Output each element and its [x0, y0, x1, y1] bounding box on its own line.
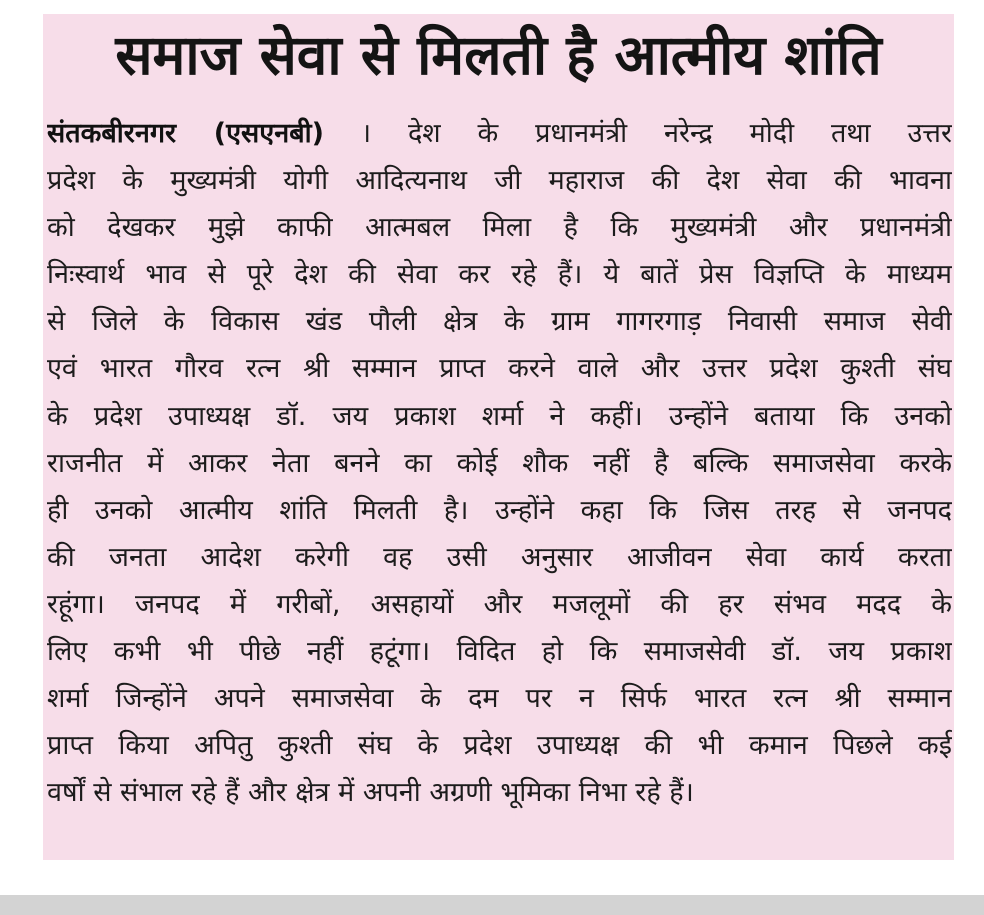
article-line: के प्रदेश उपाध्यक्ष डॉ. जय प्रकाश शर्मा ने कहीं। उन्होंने बताया कि उनको [47, 400, 952, 432]
article-line: से जिले के विकास खंड पौली क्षेत्र के ग्राम गागरगाड़ निवासी समाज सेवी [47, 306, 952, 338]
article-line [47, 110, 952, 157]
article-line: को देखकर मुझे काफी आत्मबल मिला है कि मुख्यमंत्री और प्रधानमंत्री [47, 212, 952, 244]
article-line: शर्मा जिन्होंने अपने समाजसेवा के दम पर न सिर्फ भारत रत्न श्री सम्मान [47, 683, 952, 715]
article-line: वर्षों से संभाल रहे हैं और क्षेत्र में अपनी अग्रणी भूमिका निभा रहे हैं। [47, 777, 694, 809]
article-line: प्रदेश के मुख्यमंत्री योगी आदित्यनाथ जी महाराज की देश सेवा की भावना [47, 165, 952, 197]
article-line: निःस्वार्थ भाव से पूरे देश की सेवा कर रहे हैं। ये बातें प्रेस विज्ञप्ति के माध्यम [47, 259, 952, 291]
article-line: ही उनको आत्मीय शांति मिलती है। उन्होंने कहा कि जिस तरह से जनपद [47, 494, 952, 526]
article-line: की जनता आदेश करेगी वह उसी अनुसार आजीवन सेवा कार्य करता [47, 541, 952, 573]
article-dateline: संतकबीरनगर (एसएनबी) [47, 118, 324, 149]
bottom-bar [0, 895, 984, 915]
news-clipping [43, 14, 954, 860]
article-headline: समाज सेवा से मिलती है आत्मीय शांति [115, 23, 882, 87]
article-line: रहूंगा। जनपद में गरीबों, असहायों और मजलूमों की हर संभव मदद के [47, 588, 952, 620]
article-line: प्राप्त किया अपितु कुश्ती संघ के प्रदेश उपाध्यक्ष की भी कमान पिछले कई [47, 730, 952, 762]
article-body [47, 110, 952, 816]
article-line: राजनीत में आकर नेता बनने का कोई शौक नहीं है बल्कि समाजसेवा करके [47, 447, 952, 479]
article-line: लिए कभी भी पीछे नहीं हटूंगा। विदित हो कि समाजसेवी डॉ. जय प्रकाश [47, 636, 952, 668]
article-line-text: । देश के प्रधानमंत्री नरेन्द्र मोदी तथा उत्तर [360, 118, 952, 149]
article-line: एवं भारत गौरव रत्न श्री सम्मान प्राप्त करने वाले और उत्तर प्रदेश कुश्ती संघ [47, 353, 952, 385]
